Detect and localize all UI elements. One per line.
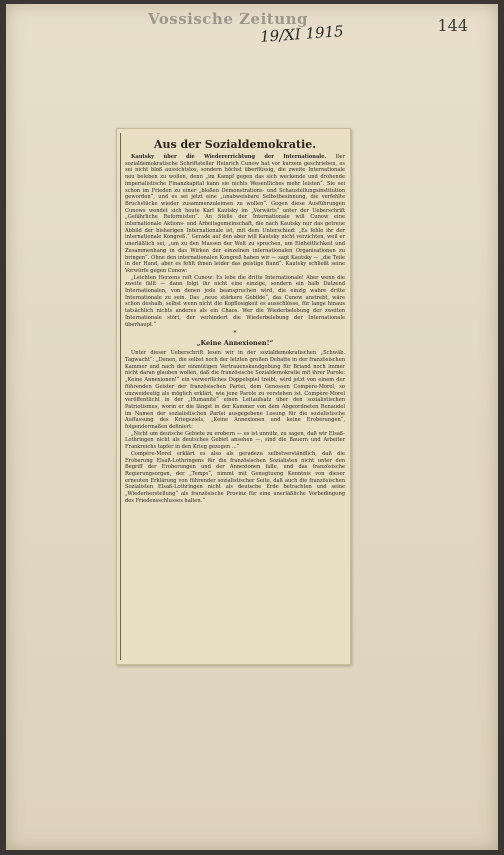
paragraph-text: „Nicht um deutsche Gebiete zu erobern — es ist unnütz, zu sagen, daß wir Elsaß-Lothringen nicht als deutsches Gebiet ansehen —, sind die Bauern und Arbeiter Frankreichs tapfer in den Krieg gezogen ...“ <box>125 430 345 451</box>
article-paragraph <box>125 451 345 505</box>
article-body <box>125 135 345 660</box>
article-title: Aus der Sozialdemokratie. <box>153 138 317 151</box>
paragraph-text: Der sozialdemokratische Schriftsteller Heinrich Cunow hat vor kurzem geschrieben, es sei nicht bloß aussichtslos, sondern höchst überflüssig, die zweite Internationale neu beleben zu wollen, denn „im Kampf gegen das sich weckende und drohende imperialistische Finanzkapital kann sie nichts Wesentliches mehr leisten“. Sie sei schon im Frieden zu einer „bloßen Demonstrations- und Schaustellungsinstitution geworden“, und es sei jetzt eine „unabweisbare Selbstbesinnung, die verfehlte Bruchstücke wieder zusammenzuleimen zu wollen“. Gegen diese Ausführungen Cunows wendet sich heute Karl Kautsky im „Vorwärts“ unter der Ueberschrift „Gefährliche Reformisten“. An Stelle der Internationale will Cunow eine internationale Aktions- und Arbeitsgemeinschaft, die nach Kautsky nur das getreue Abbild der bisherigen Internationale ist, mit dem Unterschied: „Es fehle ihr der internationale Kongreß.“ Gerade auf den aber will Kautsky nicht verzichten, weil er unerläßlich sei, „um zu den Massen der Welt zu sprechen, um Einheitlichkeit und Zusammenhang in das Wirken der einzelnen internationalen Organisationen zu bringen“. Ohne den internationalen Kongreß haben wir — sagt Kautsky — „die Teile in der Hand, aber es fehlt ihnen leider das geistige Band“. Kautsky schließt seine Vorwürfe gegen Cunow: <box>125 154 346 274</box>
handwritten-date: 19/XI 1915 <box>259 22 345 46</box>
paragraph-text: Unter dieser Ueberschrift lesen wir in der sozialdemokratischen „Schwäb. Tagwacht“: „Denen, die selbst noch der letzten großen Debatte in der französischen Kammer und nach der einmütigen Vertrauenskundgebung für Briand noch immer nicht daran glauben wollen, daß die französische Sozialdemokratie mit ihrer Parole: „Keine Annexionen!“ ein verwerfliches Doppelspiel treibt, wird jetzt von einem der führenden Geister der französischen Partei, dem Genossen Compère-Morel, so unzweideutig als möglich erklärt, wie jene Parole zu verstehen ist. Compère-Morel veröffentlicht in der „Humanité“ einen Leitaufsatz über den sozialistischen Patriotismus, worin er die längst in der Kammer von dem Abgeordneten Renaudel im Namen der sozialistischen Partei ausgegebene Losung für die sozialistische Auffassung des Kriegsziels, „Keine Annexionen und keine Eroberungen“, folgendermaßen definiert: <box>125 350 345 431</box>
archive-page <box>6 4 498 850</box>
newspaper-clipping <box>116 128 351 665</box>
article-paragraph <box>125 431 345 451</box>
paragraph-text: „Leichten Herzens ruft Cunow: Es lebe die dritte Internationale! Aber wenn die zweite fällt — dann folgt ihr nicht eine einzige, sondern ein halb Dutzend Internationalen, von denen jede beanspruchen wird, die einzig wahre dritte Internationale zu sein. Das „neue stärkere Gebilde“, das Cunow anstrebt, wäre schon deshalb, selbst wenn nicht die Kopflosigkeit es ausschlösse, für lange hinaus tatsächlich nichts anderes als ein Chaos. Wer die Wiederbelebung der zweiten Internationale stört, der verhindert die Wiederbelebung der Internationale überhaupt.“ <box>125 274 345 328</box>
article-subtitle: „Keine Annexionen!“ <box>196 339 274 348</box>
clipping-margin-rule <box>120 133 121 660</box>
paragraph-lead: Kautsky über die Wiedererrichtung der Internationale. <box>131 154 327 160</box>
article-paragraph <box>125 350 345 430</box>
paragraph-text: Compère-Morel erklärt es also als geradezu selbstverständlich, daß die Eroberung Elsaß-Lothringens für die französischen Sozialisten nicht unter den Begriff der Eroberungen und der Annexionen falle, und das französische Regierungsorgan, der „Temps“, nimmt mit Genugtuung Kenntnis von dieser erneuten Erklärung von führender sozialistischer Seite, daß auch die französischen Sozialisten Elsaß-Lothringen nicht als deutsche Erde betrachten und seine „Wiederherstellung“ als französische Provinz für eine unerläßliche Vorbedingung des Friedensschlusses halten.“ <box>125 450 345 504</box>
section-separator: * <box>233 330 237 338</box>
newspaper-masthead: Vossische Zeitung <box>148 10 309 28</box>
article-paragraph <box>125 154 345 275</box>
article-paragraph <box>125 275 345 329</box>
page-number: 144 <box>437 16 468 35</box>
